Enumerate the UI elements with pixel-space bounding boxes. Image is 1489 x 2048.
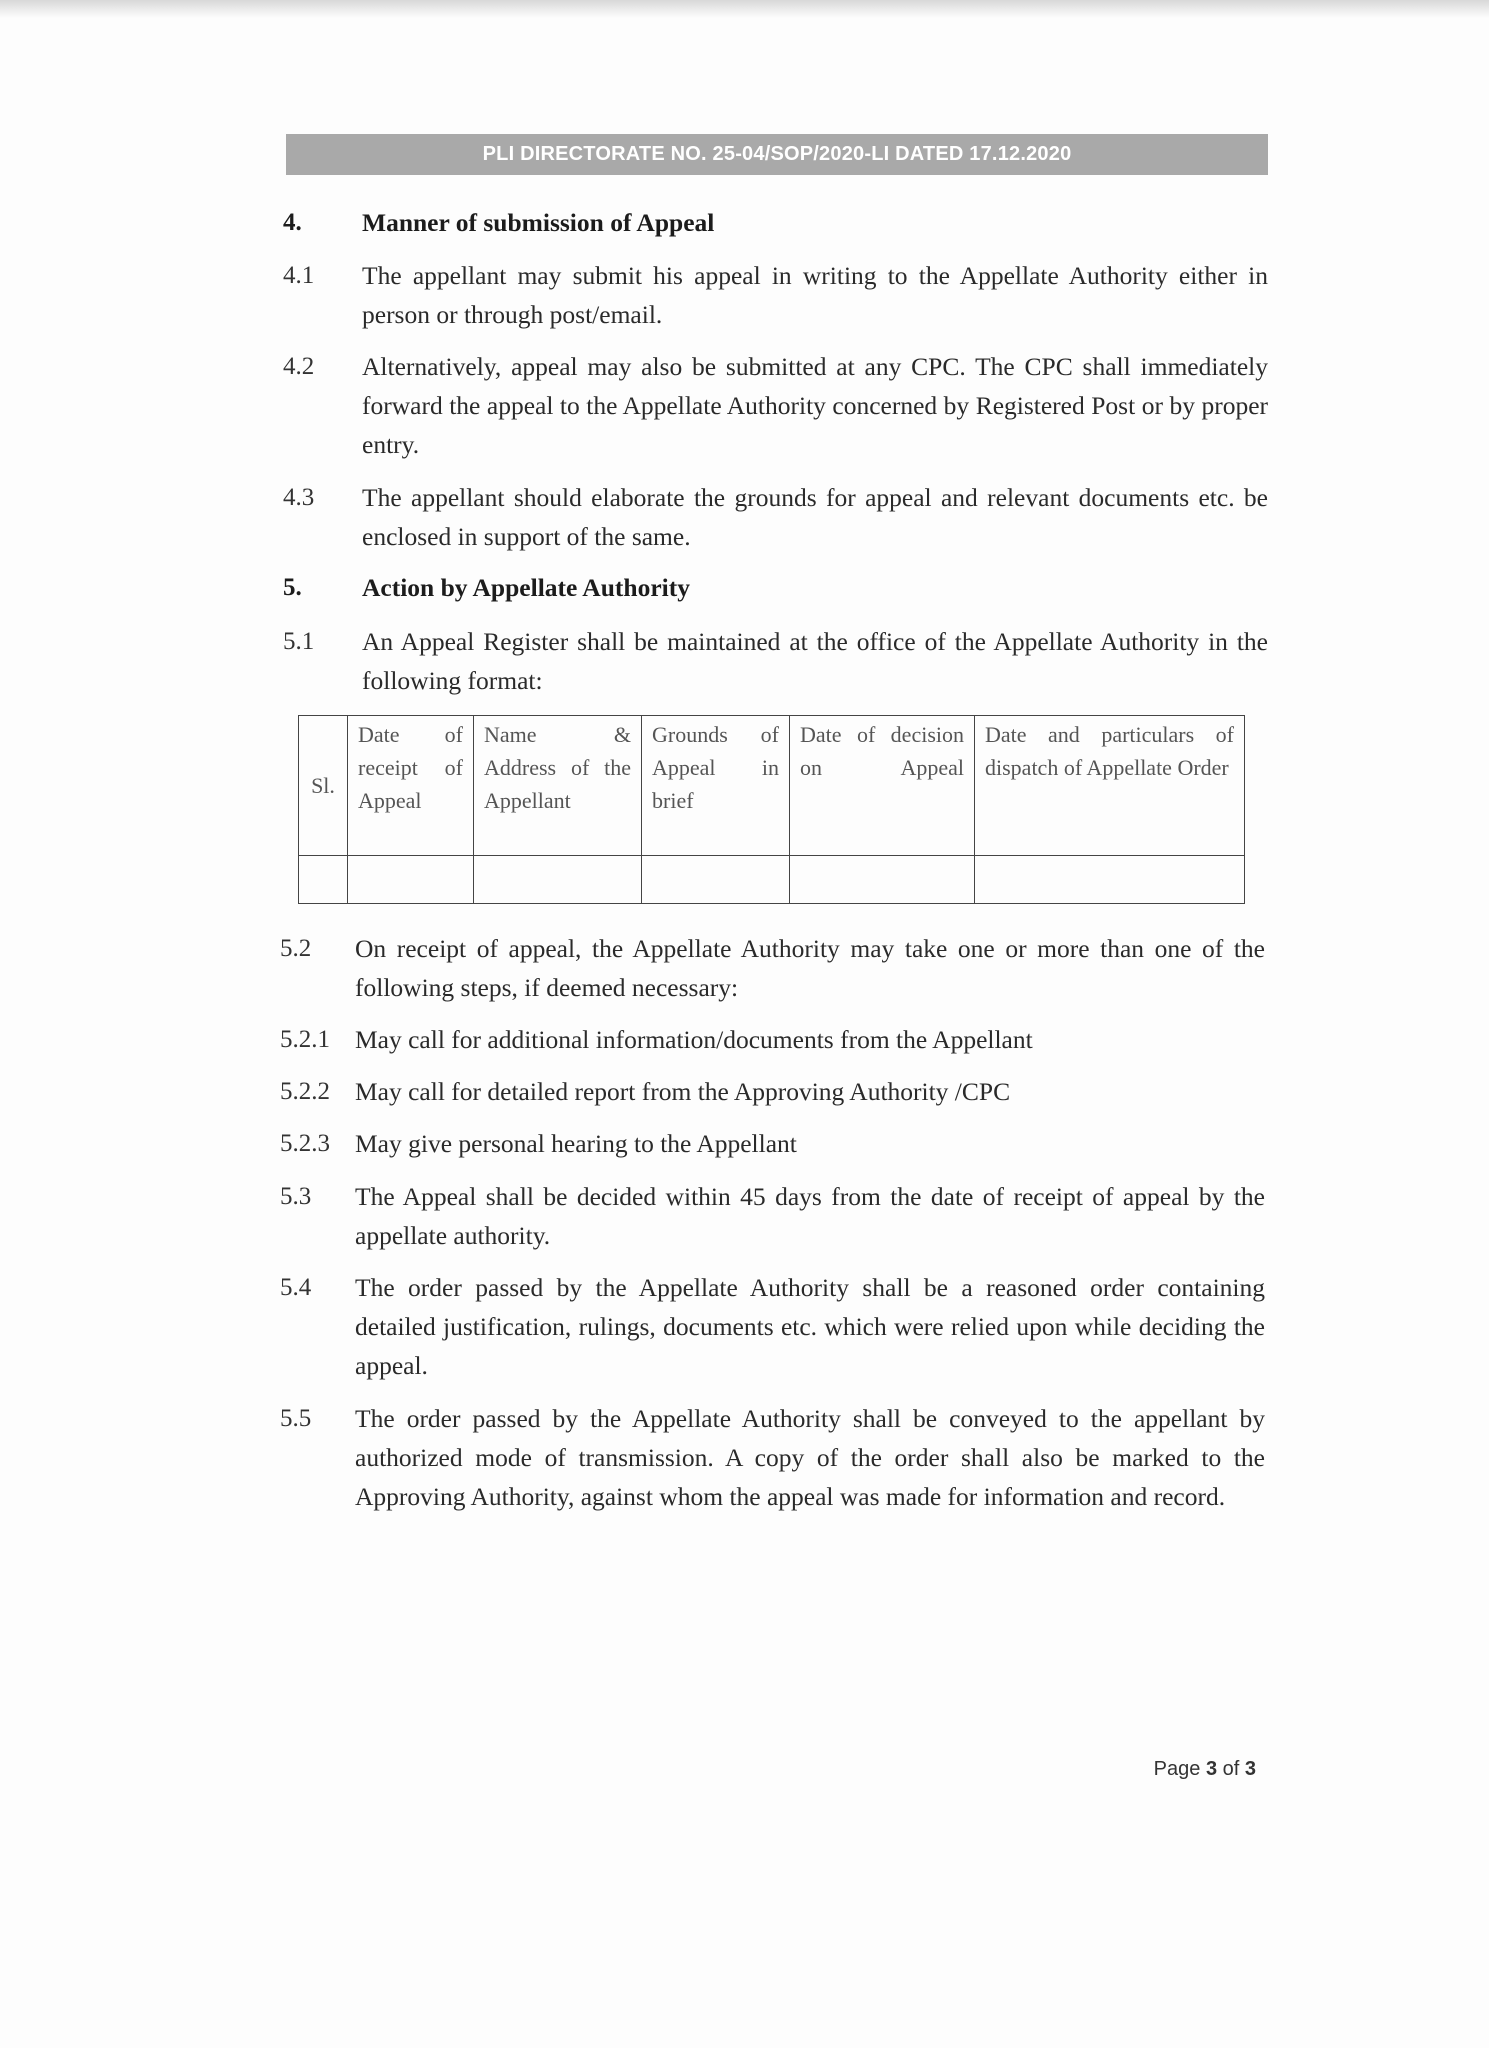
table-header-cell: Name & Address of the Appellant <box>474 716 642 856</box>
section-number: 5. <box>283 574 302 601</box>
of-label: of <box>1222 1758 1240 1780</box>
paragraph-number: 5.2.1 <box>280 1026 330 1053</box>
table-row <box>299 855 1245 903</box>
page-label: Page <box>1153 1758 1201 1780</box>
section-heading <box>283 203 1268 242</box>
paragraph-5-2-1 <box>280 1020 1265 1059</box>
table-cell <box>975 855 1245 903</box>
scan-shadow <box>0 0 1489 18</box>
paragraph-5-5 <box>280 1399 1265 1516</box>
paragraph-text: The appellant may submit his appeal in writing to the Appellate Authority either in person or through post/email. <box>362 261 1268 329</box>
table-cell <box>474 855 642 903</box>
section-heading <box>283 568 1268 607</box>
section-title: Action by Appellate Authority <box>362 573 690 602</box>
paragraph-5-1 <box>283 622 1268 700</box>
paragraph-5-3 <box>280 1177 1265 1255</box>
paragraph-5-2-3 <box>280 1124 1265 1163</box>
paragraph-text: An Appeal Register shall be maintained at the office of the Appellate Authority in the following format: <box>362 627 1268 695</box>
page-number <box>1154 1758 1256 1781</box>
paragraph-text: May call for additional information/documents from the Appellant <box>355 1025 1033 1054</box>
paragraph-number: 5.1 <box>283 628 315 655</box>
paragraph-text: May call for detailed report from the Approving Authority /CPC <box>355 1077 1011 1106</box>
paragraph-number: 4.1 <box>283 262 315 289</box>
table-header-cell: Date and particulars of dispatch of Appellate Order <box>975 716 1245 856</box>
page-current: 3 <box>1205 1758 1218 1780</box>
table-cell <box>790 855 975 903</box>
paragraph-number: 4.2 <box>283 353 315 380</box>
paragraph-text: On receipt of appeal, the Appellate Authority may take one or more than one of the following steps, if deemed necessary: <box>355 934 1265 1002</box>
section-title: Manner of submission of Appeal <box>362 208 715 237</box>
paragraph-number: 4.3 <box>283 484 315 511</box>
paragraph-5-4 <box>280 1268 1265 1385</box>
paragraph-5-2 <box>280 929 1265 1007</box>
paragraph-5-2-2 <box>280 1072 1265 1111</box>
table-header-cell: Sl. <box>299 716 348 856</box>
paragraph-text: The order passed by the Appellate Authority shall be conveyed to the appellant by authorized mode of transmission. A copy of the order shall also be marked to the Approving Authority, against whom the appeal was made for information and record. <box>355 1404 1265 1511</box>
paragraph-number: 5.5 <box>280 1405 312 1432</box>
paragraph-text: The Appeal shall be decided within 45 days from the date of receipt of appeal by the appellate authority. <box>355 1182 1265 1250</box>
paragraph-text: May give personal hearing to the Appellant <box>355 1129 797 1158</box>
table-cell <box>348 855 474 903</box>
paragraph-number: 5.2.2 <box>280 1078 330 1105</box>
paragraph-text: Alternatively, appeal may also be submitted at any CPC. The CPC shall immediately forward the appeal to the Appellate Authority concerned by Registered Post or by proper entry. <box>362 352 1268 459</box>
table-header-cell: Grounds of Appeal in brief <box>642 716 790 856</box>
table-cell <box>642 855 790 903</box>
paragraph-number: 5.3 <box>280 1183 312 1210</box>
section-5 <box>283 568 1268 607</box>
paragraph-4-1 <box>283 256 1268 334</box>
paragraph-text: The order passed by the Appellate Authority shall be a reasoned order containing detailed justification, rulings, documents etc. which were relied upon while deciding the appeal. <box>355 1273 1265 1380</box>
table-cell <box>299 855 348 903</box>
paragraph-number: 5.2 <box>280 935 312 962</box>
paragraph-number: 5.4 <box>280 1274 312 1301</box>
paragraph-4-3 <box>283 478 1268 556</box>
page-total: 3 <box>1244 1758 1256 1780</box>
section-number: 4. <box>283 209 302 236</box>
paragraph-4-2 <box>283 347 1268 464</box>
paragraph-text: The appellant should elaborate the grounds for appeal and relevant documents etc. be enclosed in support of the same. <box>362 483 1268 551</box>
table-header-cell: Date of decision on Appeal <box>790 716 975 856</box>
table-header-cell: Date of receipt of Appeal <box>348 716 474 856</box>
table-header-row <box>299 716 1245 856</box>
paragraph-number: 5.2.3 <box>280 1130 330 1157</box>
appeal-register-table <box>298 715 1245 904</box>
section-4 <box>283 203 1268 242</box>
directorate-header: PLI DIRECTORATE NO. 25-04/SOP/2020-LI DATED 17.12.2020 <box>286 134 1268 175</box>
